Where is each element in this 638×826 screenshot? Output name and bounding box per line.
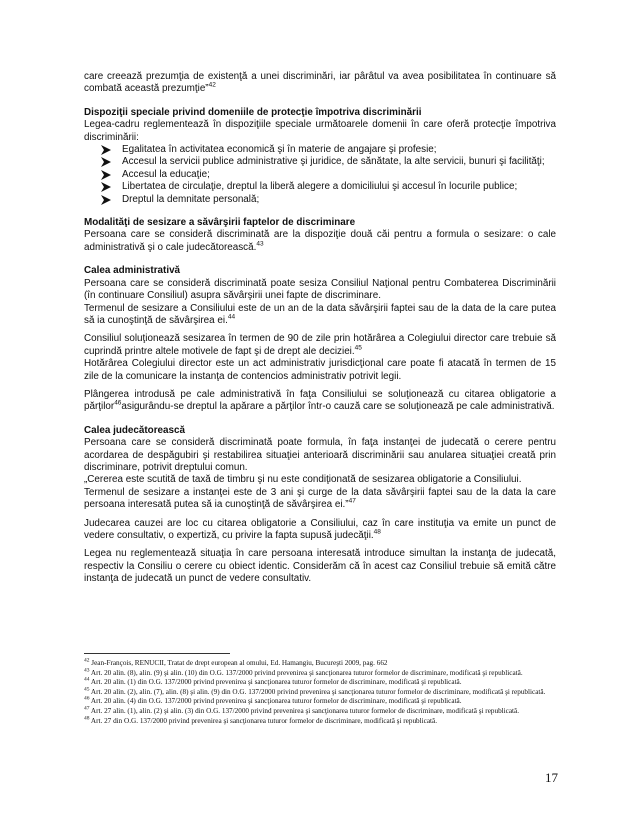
footnote <box>84 717 556 727</box>
page-body <box>84 71 556 586</box>
footnote <box>84 659 556 669</box>
arrow-bullet-icon <box>100 182 112 192</box>
footnote-text: Art. 20 alin. (1) din O.G. 137/2000 privind prevenirea şi sancţionarea tuturor formelor de discriminare, modificată şi republicată. <box>90 678 462 687</box>
footnote-ref: 44 <box>227 313 236 321</box>
footnote-ref: 48 <box>373 528 381 536</box>
list-item-text: Libertatea de circulaţie, dreptul la liberă alegere a domiciliului şi accesul în locurile publice; <box>122 181 518 193</box>
modalities-paragraph <box>84 229 556 254</box>
arrow-bullet-icon <box>100 157 112 167</box>
modalities-text: Persoana care se consideră discriminată are la dispoziţie două căi pentru a formula o sesizare: o cale administrativă şi o cale judecătorească. <box>84 229 556 253</box>
footnote <box>84 669 556 679</box>
footnote-number: 47 <box>84 705 90 712</box>
judicial-paragraph-5: Legea nu reglementează situaţia în care persoana interesată introduce simultan la instanţa de judecată, respectiv la Consiliu o cerere cu obiect identic. Considerăm că în acest caz Consiliul trebuie să emită către instanţa de judecată un punct de vedere consultativ. <box>84 548 556 585</box>
judicial-paragraph-2: „Cererea este scutită de taxă de timbru şi nu este condiţionată de sesizarea obligatorie a Consiliului. <box>84 474 522 486</box>
admin-paragraph-5-text: Plângerea introdusă pe cale administrativă în faţa Consiliului se soluţionează cu citarea obligatorie a părţilor <box>84 388 556 413</box>
admin-paragraph-4: Hotărârea Colegiului director este un act administrativ jurisdicţional care poate fi atacată în termen de 15 zile de la comunicare la instanţa de contencios administrativ potrivit legii. <box>84 358 556 382</box>
arrow-bullet-icon <box>100 145 112 155</box>
footnote-ref: 47 <box>348 497 356 505</box>
judicial-paragraph-4-text: Judecarea cauzei are loc cu citarea obligatorie a Consiliului, caz în care instituţia va emite un punct de vedere consultativ, o expertiză, cu privire la fapta supusă judecăţii. <box>84 517 556 541</box>
domains-intro: Legea-cadru reglementează în dispoziţiile speciale următoarele domenii în care oferă protecţie împotriva discriminării: <box>84 119 556 143</box>
section-heading-judicial: Calea judecătorească <box>84 424 186 436</box>
list-item <box>98 144 556 156</box>
footnote-number: 44 <box>84 676 90 683</box>
admin-paragraph-2 <box>84 303 556 328</box>
section-heading-domains: Dispoziţii speciale privind domeniile de protecţie împotriva discriminării <box>84 106 422 118</box>
judicial-paragraph-3-text: Termenul de sesizare a instanţei este de 3 ani şi curge de la data săvârşirii faptei sau de la data la care persoana interesată putea să ia cunoştinţă de săvârşirea ei.” <box>84 486 556 511</box>
section-heading-admin: Calea administrativă <box>84 265 181 277</box>
footnote-number: 43 <box>84 667 90 674</box>
footnote-text: Art. 20 alin. (8), alin. (9) şi alin. (10) din O.G. 137/2000 privind prevenirea şi sancţionarea tuturor formelor de discriminare, modificată şi republicată. <box>90 668 523 677</box>
footnotes <box>84 659 556 726</box>
footnote-ref: 46 <box>114 400 122 408</box>
footnote-text: Jean-François, RENUCII, Tratat de drept european al omului, Ed. Hamangiu, Bucureşti 2009, pag. 662 <box>91 659 388 667</box>
footnote <box>84 707 556 717</box>
admin-paragraph-1: Persoana care se consideră discriminată poate sesiza Consiliul Naţional pentru Combaterea Discriminării (în continuare Consiliul) asupra săvârşirii unei fapte de discriminare. <box>84 277 556 302</box>
footnote-number: 42 <box>84 657 90 664</box>
section-heading-modalities: Modalităţi de sesizare a săvârşirii faptelor de discriminare <box>84 217 356 229</box>
footnote <box>84 678 556 688</box>
footnote-separator <box>84 653 230 654</box>
footnote <box>84 697 556 707</box>
admin-paragraph-2-text: Termenul de sesizare a Consiliului este de un an de la data săvârşirii faptei sau de la data de la care putea să ia cunoştinţă de săvârşirea ei. <box>84 302 556 326</box>
admin-paragraph-3 <box>84 333 556 358</box>
list-item-text: Accesul la educaţie; <box>122 168 210 180</box>
list-item-text: Egalitatea în activitatea economică şi în materie de angajare şi profesie; <box>122 144 437 156</box>
list-item <box>98 169 556 181</box>
list-item <box>98 156 556 168</box>
intro-text: care creează prezumţia de existenţă a unei discriminări, iar pârâtul va avea posibilitatea în continuare să combată această prezumţie” <box>84 71 556 95</box>
admin-paragraph-5 <box>84 389 556 414</box>
arrow-bullet-icon <box>100 170 112 180</box>
footnote <box>84 688 556 698</box>
admin-paragraph-3-text: Consiliul soluţionează sesizarea în termen de 90 de zile prin hotărârea a Colegiului director care trebuie să cuprindă printre altele motivele de fapt şi de drept ale deciziei. <box>84 333 556 357</box>
footnote-ref: 45 <box>354 344 362 352</box>
footnote-number: 45 <box>84 686 90 693</box>
intro-paragraph <box>84 71 556 96</box>
footnote-text: Art. 20 alin. (2), alin. (7), alin. (8) şi alin. (9) din O.G. 137/2000 privind prevenirea şi sancţionarea tuturor formelor de discriminare, modificată şi republicată. <box>90 687 546 696</box>
footnote-number: 46 <box>84 695 90 702</box>
footnote-ref: 43 <box>256 240 264 248</box>
footnote-number: 48 <box>84 715 90 722</box>
list-item-text: Accesul la servicii publice administrative şi juridice, de sănătate, la alte servicii, bunuri şi facilităţi; <box>122 156 545 168</box>
judicial-paragraph-4 <box>84 518 556 543</box>
judicial-paragraph-1: Persoana care se consideră discriminată poate formula, în faţa instanţei de judecată o cerere pentru acordarea de despăgubiri şi restabilirea situaţiei anterioară discriminării sau anularea situaţiei creată prin discriminare, potrivit dreptului comun. <box>84 437 556 473</box>
list-item <box>98 181 556 193</box>
arrow-bullet-icon <box>100 195 112 205</box>
page-number: 17 <box>545 770 558 785</box>
list-item-text: Dreptul la demnitate personală; <box>122 193 260 205</box>
footnote-text: Art. 20 alin. (4) din O.G. 137/2000 privind prevenirea şi sancţionarea tuturor formelor de discriminare, modificată şi republicată. <box>90 697 462 706</box>
admin-paragraph-5-text-cont: asigurându-se dreptul la apărare a părţilor într-o cauză care se soluţionează pe cale administrativă. <box>121 401 555 413</box>
judicial-paragraph-3 <box>84 487 556 512</box>
footnote-text: Art. 27 alin. (1), alin. (2) şi alin. (3) din O.G. 137/2000 privind prevenirea şi sancţionarea tuturor formelor de discriminare, modificată şi republicată. <box>90 706 520 715</box>
footnote-text: Art. 27 din O.G. 137/2000 privind prevenirea şi sancţionarea tuturor formelor de discriminare, modificată şi republicată. <box>90 716 437 725</box>
list-item <box>98 194 556 206</box>
footnote-ref: 42 <box>208 82 216 90</box>
domains-list <box>84 144 556 206</box>
